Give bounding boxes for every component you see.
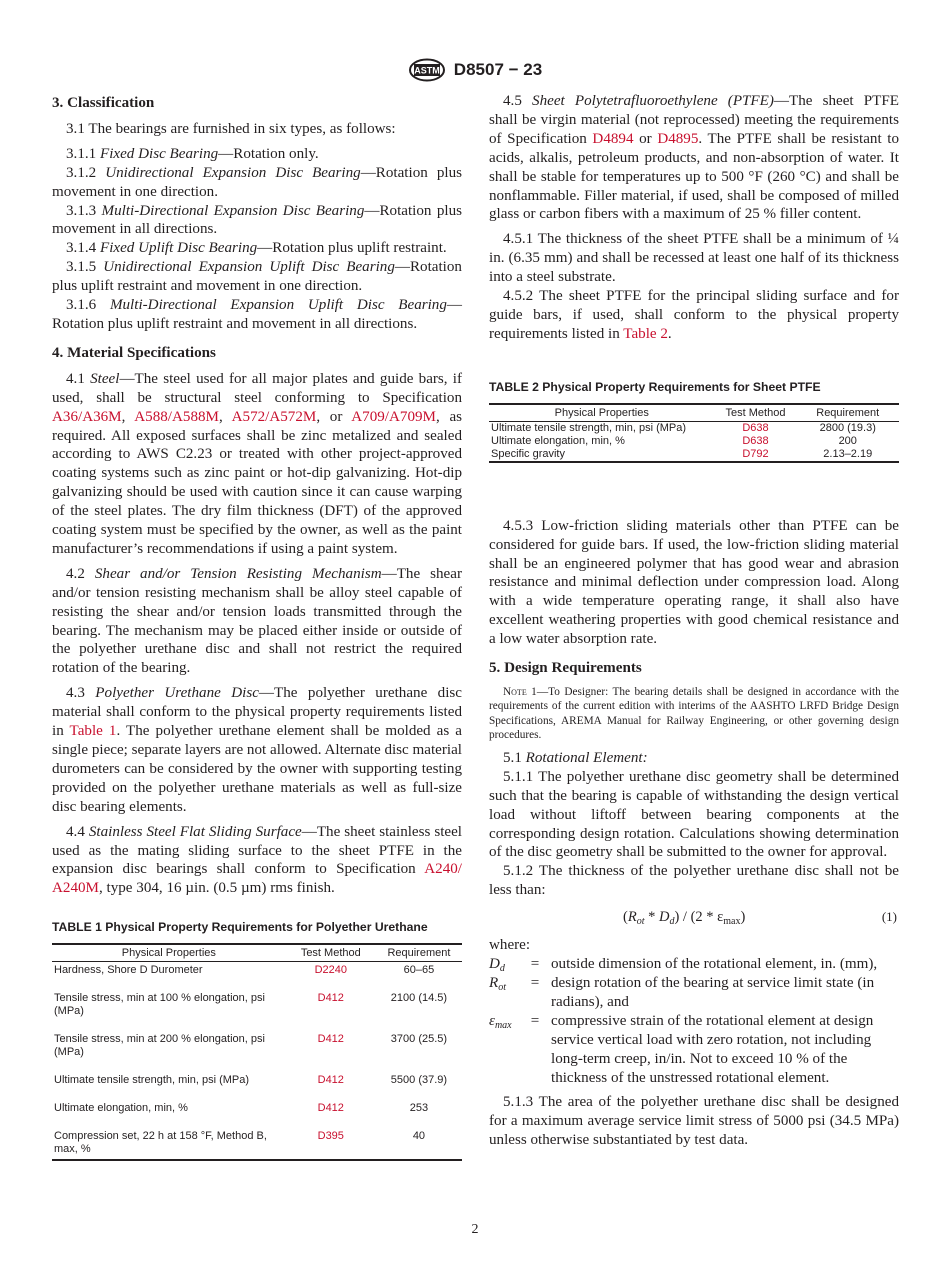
para-5-1-3: 5.1.3 The area of the polyether urethane disc shall be designed for a maximum average service limit stress of 5000 psi (34.5 MPa) unless otherwise substantiated by test data. (489, 1094, 899, 1149)
test-method-link[interactable]: D412 (317, 1102, 344, 1115)
table-1-title: TABLE 1 Physical Property Requirements for Polyether Urethane (52, 920, 428, 935)
equation-number: (1) (881, 909, 897, 925)
link-a572[interactable]: A572/A572M (231, 408, 317, 425)
table-cell: 40 (376, 1129, 462, 1160)
table-2-header: Test Method (715, 404, 797, 422)
para-5-1: 5.1 Rotational Element: (503, 749, 648, 766)
table-cell: 253 (409, 1102, 429, 1115)
para-3-1: 3.1 The bearings are furnished in six types, as follows: (66, 120, 396, 137)
table-cell: Ultimate elongation, min, % (54, 1102, 188, 1115)
table-cell: 3700 (25.5) (390, 1033, 448, 1046)
test-method-link[interactable]: D638 (742, 421, 769, 434)
table-row (52, 1032, 462, 1073)
test-method-link[interactable]: D395 (286, 1129, 376, 1160)
table-1 (52, 943, 462, 1161)
table-row (489, 421, 899, 435)
definition-equals: = (530, 1012, 540, 1029)
para-4-3: 4.3 Polyether Urethane Disc—The polyether urethane disc material shall conform to the physical property requirements listed in Table 1. The polyether urethane element shall be molded as a single piece; separate layers are not allowed. Alternate disc material durometers can be considered by the owner with supporting testing provided on the polyether urethane materials as well as full-size disc bearing elements. (52, 685, 462, 815)
definitions-list (489, 955, 899, 1087)
table-2-header: Requirement (797, 404, 900, 422)
para-5-1-2: 5.1.2 The thickness of the polyether urethane disc shall not be less than: (489, 863, 899, 899)
table-row (489, 448, 899, 462)
definition-row (489, 974, 899, 1012)
test-method-link[interactable]: D412 (317, 992, 344, 1005)
para-4-5-2: 4.5.2 The sheet PTFE for the principal sliding surface and for guide bars, if used, shall conform to the physical property requirements listed in Table 2. (489, 288, 899, 342)
where-label: where: (489, 937, 531, 954)
definition-equals: = (530, 956, 540, 973)
table-cell: Tensile stress, min at 100 % elongation, psi (MPa) (54, 992, 265, 1018)
test-method-link[interactable]: D792 (715, 448, 797, 462)
para-4-1: 4.1 Steel—The steel used for all major plates and guide bars, if used, shall be structural steel conforming to Specification A36/A36M, A588/A588M, A572/A572M, or A709/A709M, as required. All exposed surfaces shall be zinc metalized and sealed according to AWS C2.23 or treated with other project-approved coating systems such as zinc paint or hot-dip galvanizing. Hot-dip galvanizing should be used with caution since it can cause warping of the steel plates. The dry film thickness (DFT) of the approved coating system must be specified by the owner, as well as the paint manufacturer’s recommendations if using a paint system. (52, 370, 463, 557)
table-2-title: TABLE 2 Physical Property Requirements for Sheet PTFE (489, 379, 821, 394)
definition-text: outside dimension of the rotational element, in. (mm), (551, 956, 878, 973)
para-3-1-1: 3.1.1 Fixed Disc Bearing—Rotation only. (66, 145, 319, 162)
table-row (489, 435, 899, 448)
link-d4894[interactable]: D4894 (592, 130, 634, 147)
right-column (489, 92, 899, 1156)
link-d4895[interactable]: D4895 (657, 130, 699, 147)
table-row (52, 962, 462, 992)
link-table-1[interactable]: Table 1 (69, 723, 117, 740)
para-3-1-5: 3.1.5 Unidirectional Expansion Uplift Disc Bearing—Rotation plus uplift restraint and movement in one direction. (52, 259, 462, 295)
table-cell: Ultimate tensile strength, min, psi (MPa) (54, 1074, 250, 1087)
document-id: D8507 − 23 (453, 60, 543, 79)
astm-logo-icon (408, 58, 446, 82)
svg-text:ASTM: ASTM (414, 65, 440, 76)
definition-text: design rotation of the bearing at service limit state (in radians), and (551, 975, 875, 1010)
para-3-1-6: 3.1.6 Multi-Directional Expansion Uplift Disc Bearing—Rotation plus uplift restraint and movement in all directions. (52, 297, 462, 332)
link-a709[interactable]: A709/A709M (351, 408, 436, 425)
para-4-4: 4.4 Stainless Steel Flat Sliding Surface—The sheet stainless steel used as the mating sliding surface to the sheet PTFE in the expansion disc bearings shall conform to Specification A240/ A240M, type 304, 16 µin. (0.5 µm) rms finish. (52, 823, 463, 897)
definition-row (489, 955, 899, 974)
test-method-link[interactable]: D412 (317, 1074, 344, 1087)
definition-symbol: $D_d$ (489, 956, 505, 975)
table-cell: 2800 (19.3) (819, 421, 876, 434)
page-header (0, 58, 950, 82)
table-cell: Hardness, Shore D Durometer (54, 964, 203, 977)
table-cell: Compression set, 22 h at 158 °F, Method B, max, % (52, 1129, 286, 1160)
table-1-header: Test Method (286, 944, 376, 962)
definition-equals: = (530, 975, 540, 991)
table-1-header: Physical Properties (52, 944, 286, 962)
table-cell: 2100 (14.5) (390, 992, 448, 1005)
link-a36[interactable]: A36/A36M (52, 408, 122, 425)
link-a240[interactable]: A240/ A240M (52, 861, 462, 897)
table-cell: 200 (838, 434, 857, 447)
table-cell: Ultimate elongation, min, % (491, 434, 625, 447)
note-1: Note 1—To Designer: The bearing details shall be designed in accordance with the requirements of the current edition with interims of the AASHTO LRFD Bridge Design Specifications, AREMA Manual for Railway Engineering, or other governing design procedures. (489, 685, 899, 742)
table-cell: 2.13–2.19 (797, 448, 900, 462)
definition-text: compressive strain of the rotational element at design service vertical load with zero rotation, not including long-term creep, in/in. Not to exceed 10 % of the thickness of the unstressed rotational element. (551, 1012, 874, 1086)
table-cell: Tensile stress, min at 200 % elongation, psi (MPa) (54, 1033, 265, 1059)
link-a588[interactable]: A588/A588M (134, 408, 219, 425)
table-2-header: Physical Properties (489, 404, 715, 422)
test-method-link[interactable]: D638 (742, 434, 769, 447)
table-cell: Ultimate tensile strength, min, psi (MPa) (491, 421, 687, 434)
table-row (52, 1101, 462, 1129)
equation-body: $(R_{ot} * D_d) / (2 * \varepsilon_{max})$ (623, 909, 746, 928)
table-2 (489, 403, 899, 463)
section-4-title: 4. Material Specifications (52, 344, 216, 361)
left-column (52, 92, 462, 1161)
para-4-5-3: 4.5.3 Low-friction sliding materials other than PTFE can be considered for guide bars. If used, the low-friction sliding material shall be an engineered polymer that has good wear and abrasion resistance and minimal deflection under compression load. Along with a wide temperature operating range, it shall also have excellent weathering properties with good chemical resistance and a low water absorption rate. (489, 517, 899, 648)
table-cell: Specific gravity (489, 448, 715, 462)
para-4-5: 4.5 Sheet Polytetrafluoroethylene (PTFE)—The sheet PTFE shall be virgin material (not reprocessed) meeting the requirements of Specification D4894 or D4895. The PTFE shall be resistant to acids, alkalis, petroleum products, and non-absorption of water. It shall be stable for temperatures up to 500 °F (260 °C) and shall be nonflammable. Filler material, if used, shall be composed of milled glass or carbon fibers with a maximum of 25 % filler content. (489, 93, 899, 223)
definition-symbol: $R_{ot}$ (489, 975, 507, 993)
para-4-5-1: 4.5.1 The thickness of the sheet PTFE shall be a minimum of ¼ in. (6.35 mm) and shall be recessed at least one half of its thickness into a steel substrate. (489, 231, 899, 286)
para-5-1-1: 5.1.1 The polyether urethane disc geometry shall be determined such that the bearing is capable of withstanding the design vertical load without liftoff between bearing components at the corresponding design rotation. Calculations showing determination of the disc geometry shall be submitted to the owner for approval. (489, 768, 899, 861)
definition-symbol: $\varepsilon_{max}$ (489, 1012, 512, 1031)
para-3-1-2: 3.1.2 Unidirectional Expansion Disc Bearing—Rotation plus movement in one direction. (52, 164, 462, 200)
table-row (52, 1129, 462, 1160)
table-cell: 5500 (37.9) (390, 1074, 448, 1087)
equation-1 (489, 906, 899, 932)
section-3-title: 3. Classification (52, 95, 155, 111)
table-1-header: Requirement (376, 944, 462, 962)
section-5-title: 5. Design Requirements (489, 660, 642, 677)
table-cell: 60–65 (403, 964, 435, 977)
definition-row (489, 1012, 899, 1088)
para-4-2: 4.2 Shear and/or Tension Resisting Mechanism—The shear and/or tension resisting mechanism shall be alloy steel capable of resisting the shear and/or tension loads transmitted through the bearing. The mechanism may be placed either inside or outside of the polyether urethane disc and shall not restrict the required rotation of the bearing. (52, 565, 462, 677)
para-3-1-4: 3.1.4 Fixed Uplift Disc Bearing—Rotation plus uplift restraint. (66, 240, 447, 257)
test-method-link[interactable]: D412 (317, 1033, 344, 1046)
table-row (52, 991, 462, 1032)
test-method-link[interactable]: D2240 (314, 964, 347, 977)
para-3-1-3: 3.1.3 Multi-Directional Expansion Disc Bearing—Rotation plus movement in all directions. (52, 202, 462, 238)
page-number: 2 (471, 1222, 479, 1237)
table-row (52, 1073, 462, 1101)
link-table-2[interactable]: Table 2 (623, 325, 668, 342)
